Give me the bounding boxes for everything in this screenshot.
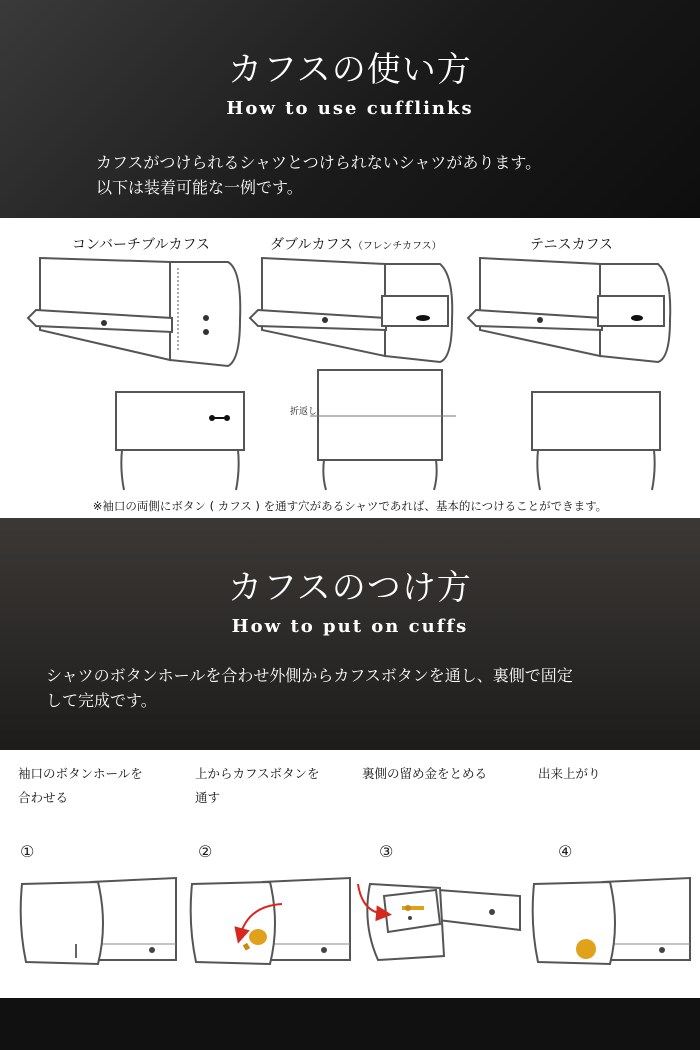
step-1-illustration: [21, 878, 176, 964]
step-1-number: ①: [20, 842, 35, 861]
step-2-number: ②: [198, 842, 213, 861]
cuff-type-label-convertible: コンバーチブルカフス: [72, 237, 210, 253]
step-label-line: 裏側の留め金をとめる: [362, 766, 488, 781]
step-3-illustration: [367, 884, 520, 960]
step-label-line: 袖口のボタンホールを: [18, 766, 143, 781]
intro-line: カフスがつけられるシャツとつけられないシャツがあります。: [96, 153, 542, 172]
step-4-cufflink: [576, 939, 596, 959]
intro-line: して完成です。: [46, 691, 157, 710]
step-2-illustration: [191, 878, 350, 964]
step-3-number: ③: [379, 842, 394, 861]
cuff-type-label-double-main: ダブルカフス: [270, 237, 353, 253]
step-label-line: 通す: [195, 790, 221, 805]
fold-label: 折返し: [290, 407, 318, 417]
intro-line: シャツのボタンホールを合わせ外側からカフスボタンを通し、裏側で固定: [46, 666, 573, 685]
section-subtitle: How to use cufflinks: [226, 98, 474, 119]
section-subtitle: How to put on cuffs: [231, 616, 469, 637]
step-4-number: ④: [558, 842, 573, 861]
step-label-line: 上からカフスボタンを: [195, 766, 320, 781]
section-title: カフスのつけ方: [228, 568, 472, 608]
cuff-type-label-double-sub: （フレンチカフス）: [352, 241, 442, 252]
intro-line: 以下は装着可能な一例です。: [96, 178, 303, 197]
cuff-note: ※袖口の両側にボタン ( カフス ) を通す穴があるシャツであれば、基本的につけることができます。: [92, 499, 608, 513]
step-4-illustration: [533, 878, 690, 964]
footer-band: [0, 998, 700, 1050]
step-label-line: 出来上がり: [538, 766, 601, 781]
step-label-line: 合わせる: [18, 790, 69, 805]
cuff-type-label-tennis: テニスカフス: [530, 237, 613, 253]
section-title: カフスの使い方: [228, 50, 472, 90]
